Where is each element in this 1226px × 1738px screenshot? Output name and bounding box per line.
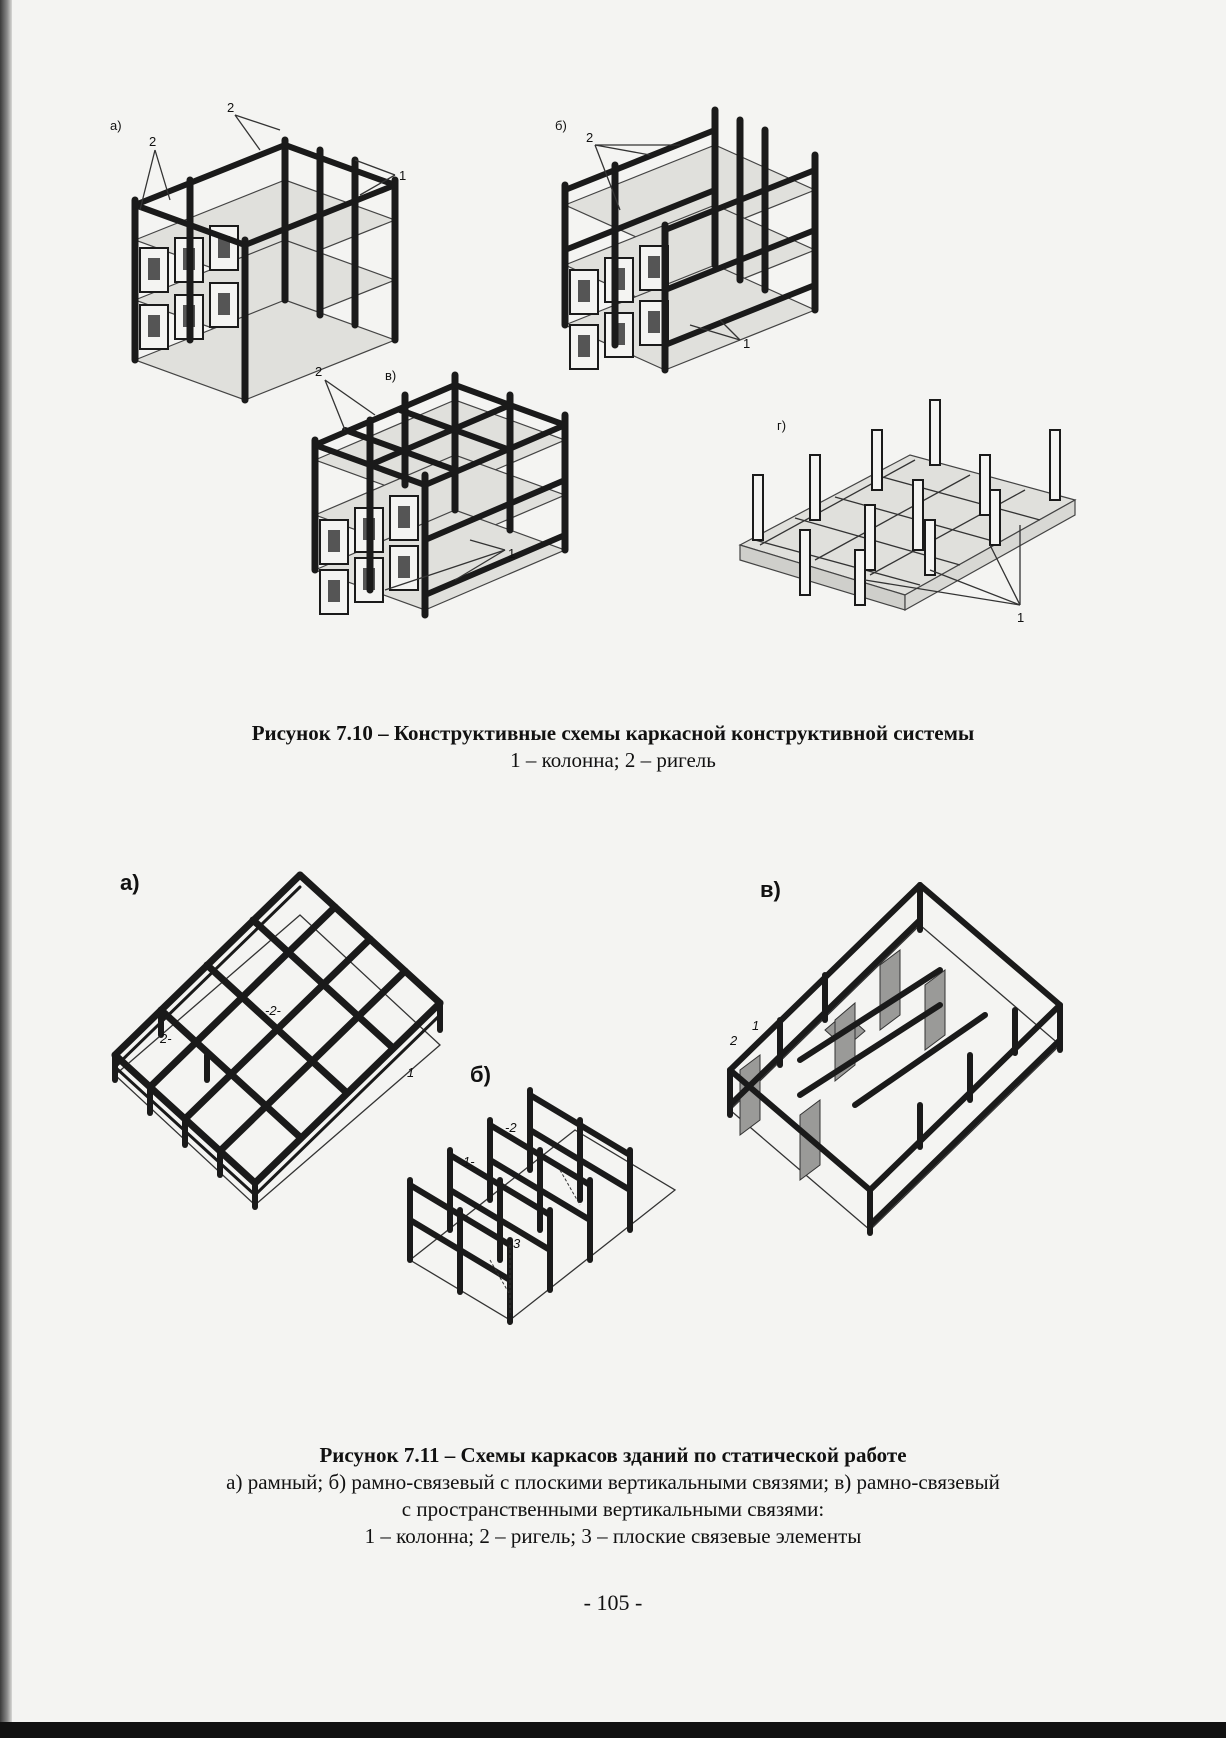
- caption-line: 1 – колонна; 2 – ригель; 3 – плоские связевые элементы: [364, 1524, 862, 1548]
- scan-bottom-bar: [0, 1722, 1226, 1738]
- caption-title: Рисунок 7.10 – Конструктивные схемы каркасной конструктивной системы: [251, 721, 975, 745]
- fig-7-10-panel-v: [305, 360, 595, 660]
- callout-1: 1: [407, 1065, 415, 1080]
- fig-7-11-panel-b: [405, 1060, 685, 1380]
- frame-drawing-b: [550, 100, 840, 400]
- panel-label: а): [110, 118, 122, 133]
- figure-7-11-caption: [100, 1442, 1126, 1550]
- panel-label: в): [760, 877, 781, 902]
- callout-1: 1: [399, 168, 407, 183]
- callout-1: 1: [508, 546, 516, 561]
- fig-7-11-panel-a: [115, 855, 455, 1225]
- callout-2: 2-: [160, 1031, 172, 1046]
- callout-2: 2: [730, 1033, 738, 1048]
- caption-line: а) рамный; б) рамно-связевый с плоскими вертикальными связями; в) рамно-связевый: [226, 1470, 1000, 1494]
- scan-edge-shadow: [0, 0, 12, 1738]
- callout-2: -2-: [265, 1003, 281, 1018]
- callout-2: 2: [315, 364, 323, 379]
- fig-7-11-panel-v: [730, 855, 1070, 1225]
- fig-7-10-panel-g: [735, 360, 1085, 660]
- caption-line: с пространственными вертикальными связями:: [401, 1497, 825, 1521]
- panel-label: а): [120, 870, 140, 895]
- callout-2: 2: [586, 130, 594, 145]
- panel-label: в): [385, 368, 397, 383]
- callout-3: 3: [513, 1236, 521, 1251]
- callout-2: -2: [505, 1120, 517, 1135]
- panel-label: б): [555, 118, 567, 133]
- callout-1: 1-: [463, 1154, 475, 1169]
- fig-7-10-panel-b: [550, 100, 840, 400]
- caption-title: Рисунок 7.11 – Схемы каркасов зданий по статической работе: [319, 1443, 907, 1467]
- frame-drawing-v: [305, 360, 595, 660]
- callout-1: 1: [743, 336, 751, 351]
- callout-1: 1: [1017, 610, 1025, 625]
- figure-7-10-caption: [100, 720, 1126, 774]
- frame-drawing-a: [105, 100, 445, 400]
- callout-1: 1: [752, 1018, 760, 1033]
- panel-label: г): [777, 418, 787, 433]
- panel-label: б): [470, 1062, 491, 1087]
- page-number: - 105 -: [583, 1590, 643, 1615]
- spatial-braced-frame-drawing-v: [730, 855, 1070, 1225]
- fig-7-10-panel-a: [105, 100, 445, 400]
- foundation-drawing-g: [735, 360, 1085, 660]
- callout-2: 2: [149, 134, 157, 149]
- rigid-frame-drawing-a: [115, 855, 455, 1225]
- caption-legend: 1 – колонна; 2 – ригель: [510, 748, 716, 772]
- callout-2: 2: [227, 100, 235, 115]
- braced-frame-drawing-b: [405, 1060, 685, 1380]
